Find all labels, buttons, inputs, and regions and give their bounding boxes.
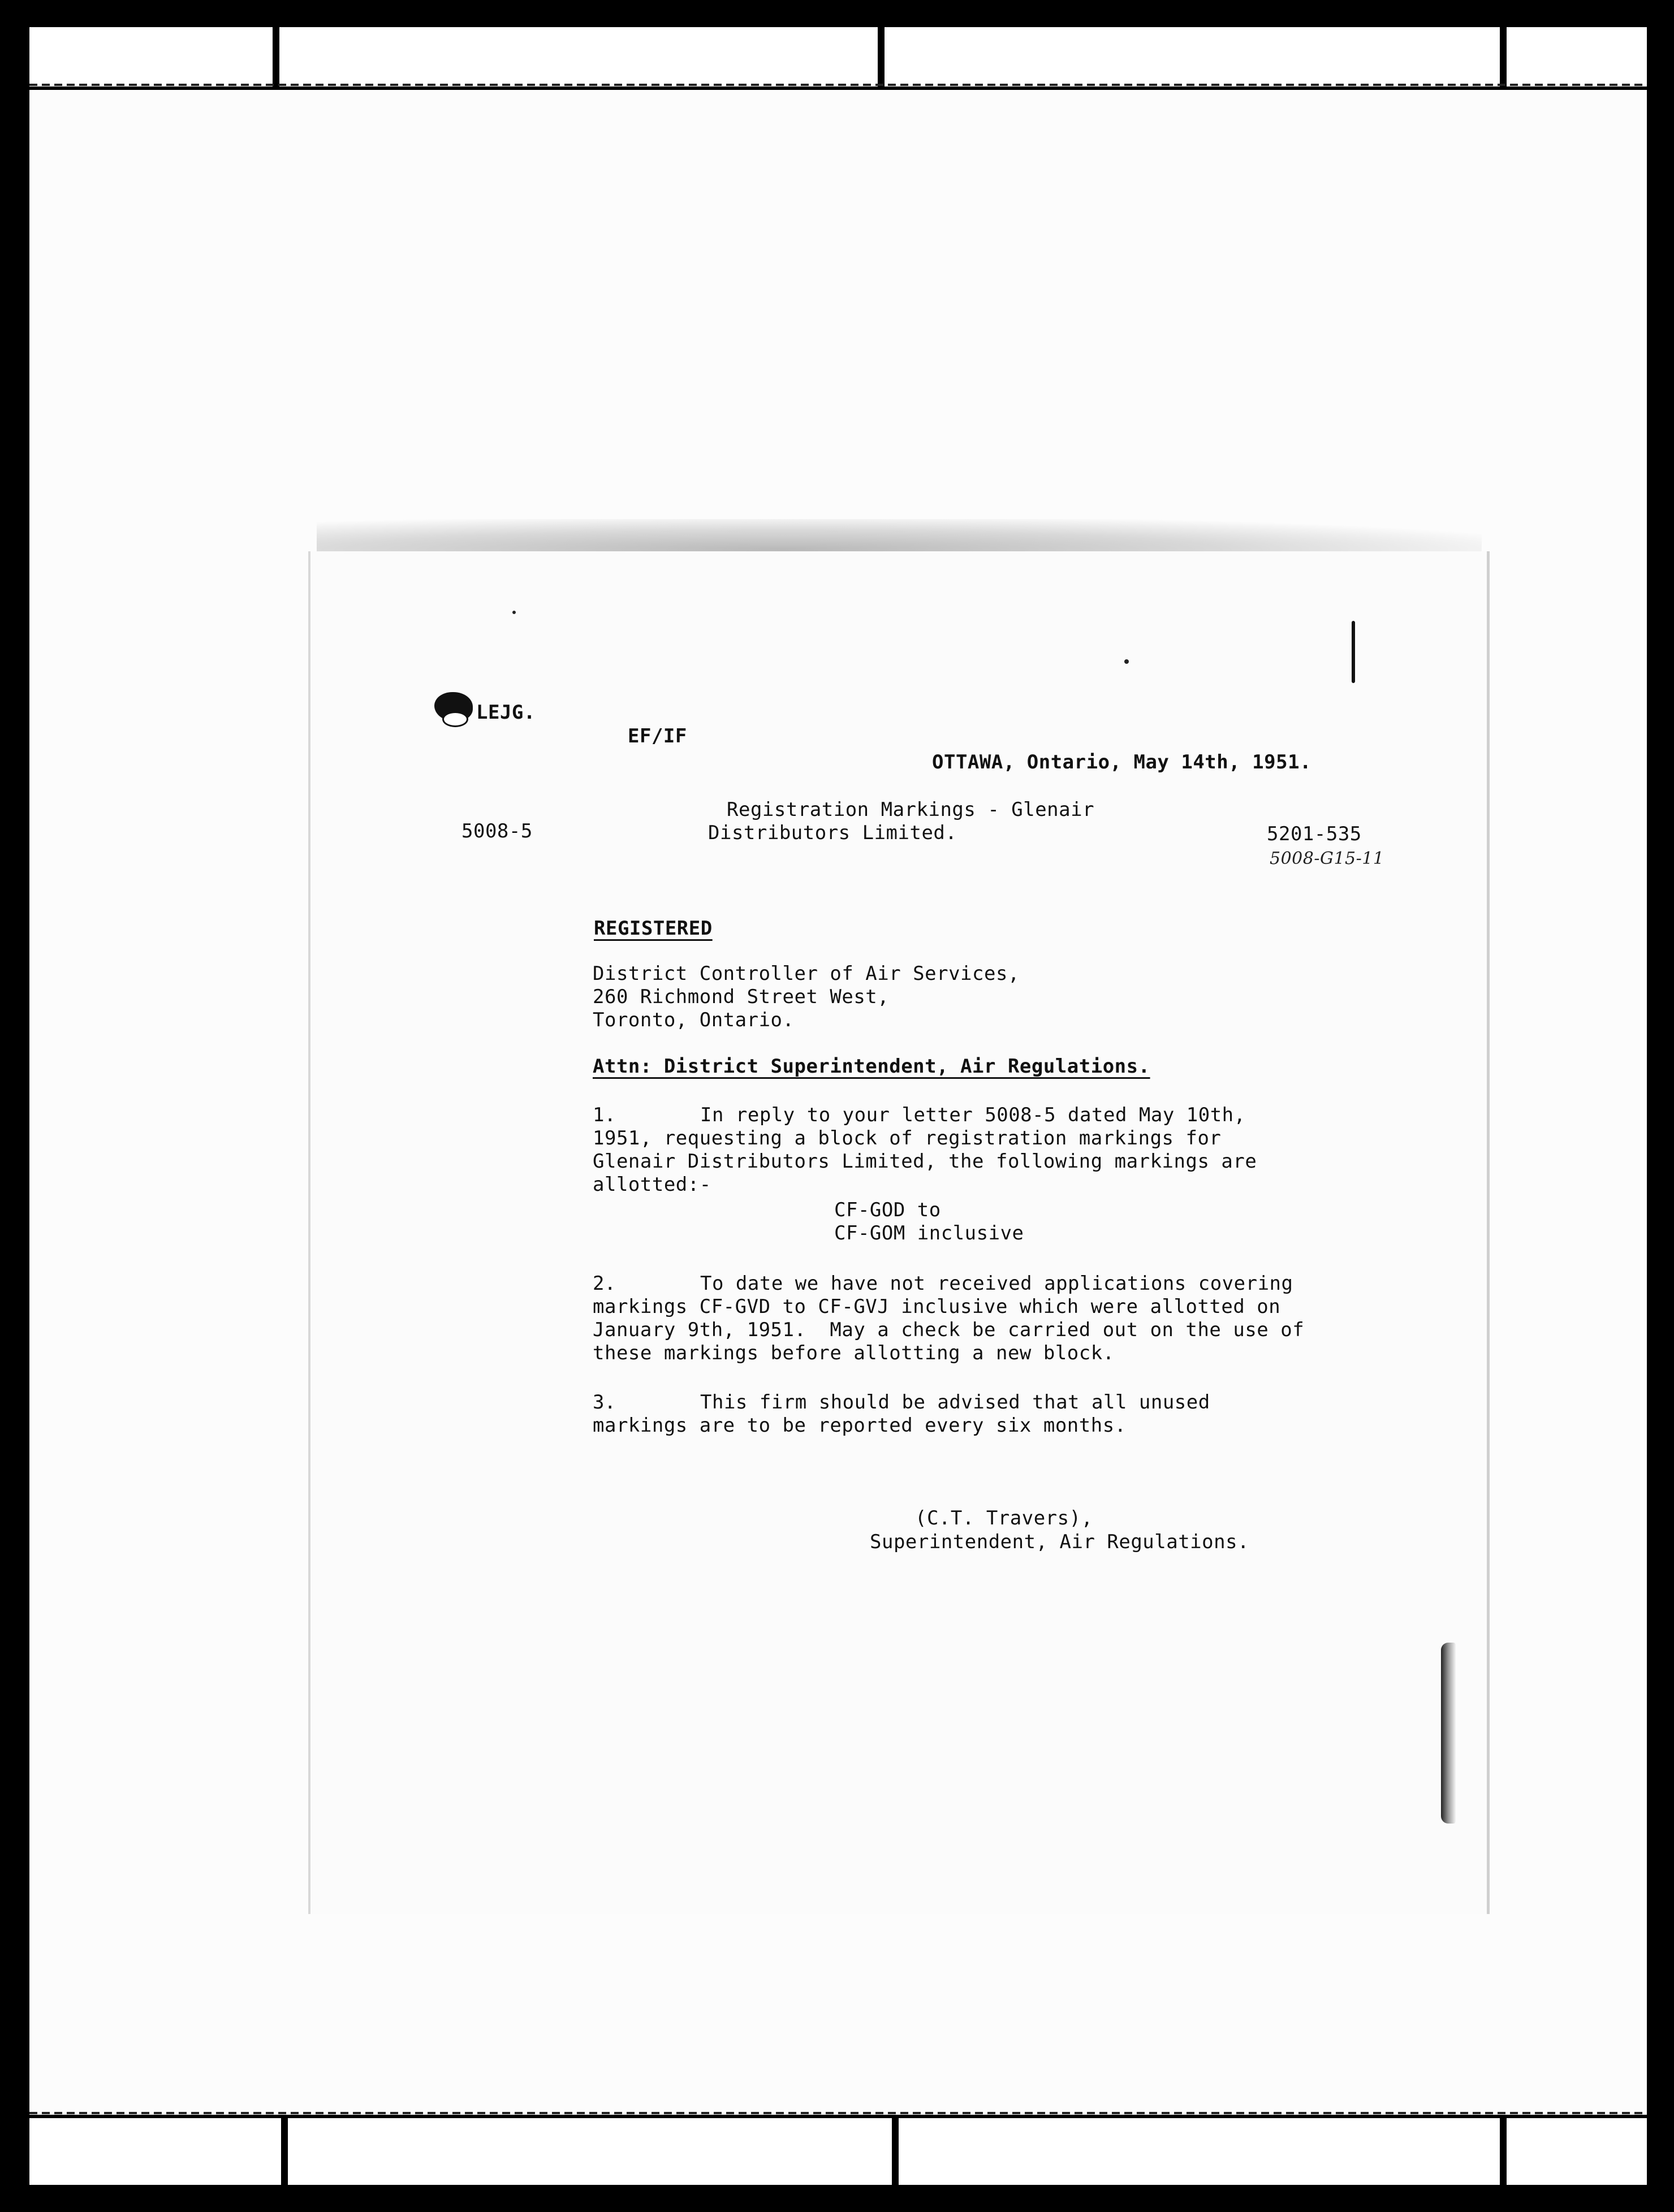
- typist-ref: EF/IF: [628, 725, 687, 748]
- paragraph-number: 1.: [593, 1104, 616, 1126]
- paragraph-line: This firm should be advised that all unused: [700, 1391, 1210, 1414]
- attention-line: Attn: District Superintendent, Air Regulations.: [593, 1055, 1150, 1078]
- registered-heading: REGISTERED: [594, 917, 713, 940]
- marking-line: CF-GOM inclusive: [834, 1222, 1024, 1245]
- marking-line: CF-GOD to: [834, 1199, 941, 1221]
- paragraph-number: 2.: [593, 1272, 616, 1295]
- frame-divider: [892, 2118, 899, 2185]
- page-edge-shadow: [1441, 1643, 1456, 1824]
- address-line: Toronto, Ontario.: [593, 1009, 795, 1031]
- pen-mark: [1352, 621, 1355, 683]
- paragraph-line: these markings before allotting a new block.: [593, 1342, 1115, 1364]
- paragraph-line: Glenair Distributors Limited, the following markings are: [593, 1150, 1257, 1173]
- paragraph-number: 3.: [593, 1391, 616, 1414]
- signature-name: (C.T. Travers),: [915, 1507, 1093, 1530]
- paragraph-line: markings CF-GVD to CF-GVJ inclusive which were allotted on: [593, 1295, 1281, 1318]
- subject-line-1: Registration Markings - Glenair: [727, 798, 1095, 821]
- subject-line-2: Distributors Limited.: [708, 822, 957, 844]
- frame-divider: [273, 27, 279, 87]
- paragraph-line: allotted:-: [593, 1173, 711, 1196]
- paragraph-line: January 9th, 1951. May a check be carried out on the use of: [593, 1319, 1305, 1341]
- address-line: District Controller of Air Services,: [593, 962, 1020, 985]
- frame-divider: [878, 27, 885, 87]
- speck: [512, 611, 516, 614]
- perforation-line: [29, 2112, 1647, 2114]
- initials-ref: LEJG.: [476, 701, 536, 724]
- frame-divider: [1500, 2118, 1507, 2185]
- paragraph-line: In reply to your letter 5008-5 dated May 10th,: [700, 1104, 1246, 1126]
- frame-divider: [1500, 27, 1507, 87]
- right-file-number: 5201-535: [1267, 823, 1362, 845]
- perforation-line: [29, 84, 1647, 86]
- left-file-number: 5008-5: [461, 820, 533, 843]
- handwritten-file-number: 5008-G15-11: [1270, 849, 1384, 869]
- address-line: 260 Richmond Street West,: [593, 986, 890, 1008]
- place-date: OTTAWA, Ontario, May 14th, 1951.: [932, 751, 1312, 774]
- film-strip-top: [29, 27, 1647, 90]
- paragraph-line: markings are to be reported every six months.: [593, 1414, 1127, 1437]
- speck: [1124, 659, 1129, 664]
- frame-divider: [281, 2118, 288, 2185]
- paragraph-line: To date we have not received applications covering: [700, 1272, 1293, 1295]
- signature-title: Superintendent, Air Regulations.: [870, 1531, 1250, 1553]
- film-strip-bottom: [29, 2115, 1647, 2185]
- paragraph-line: 1951, requesting a block of registration markings for: [593, 1127, 1222, 1150]
